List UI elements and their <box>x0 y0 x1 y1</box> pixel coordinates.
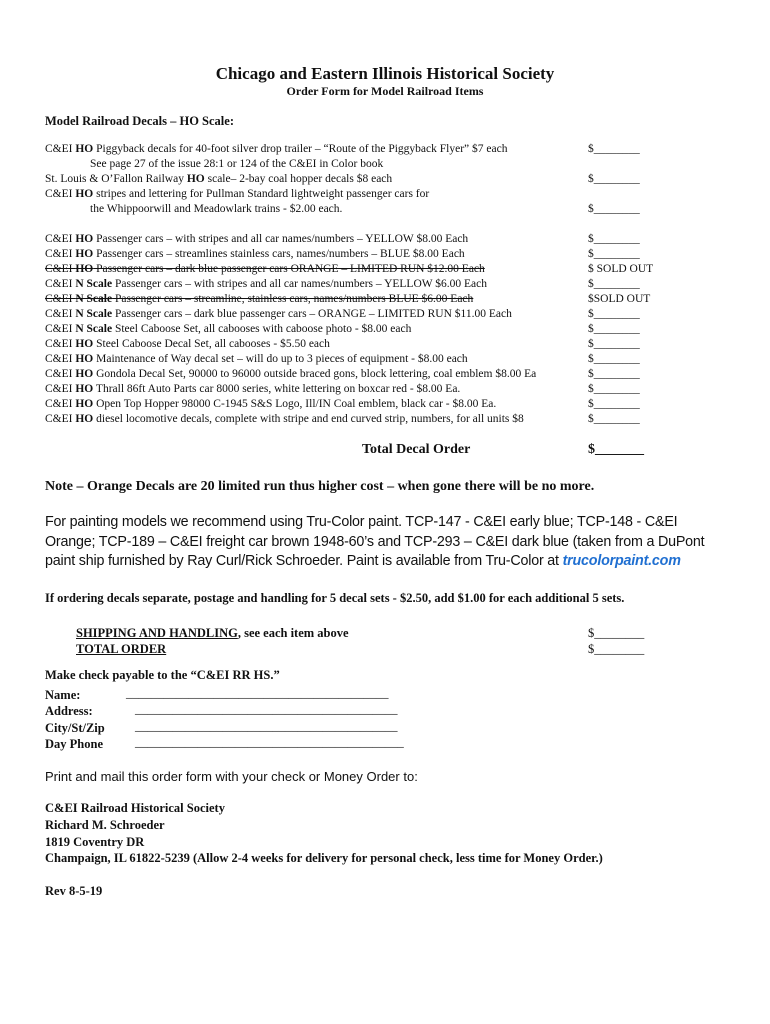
item-scale: N Scale <box>75 293 113 305</box>
decal-item-text <box>45 338 330 350</box>
shipping-label-rest: , see each item above <box>237 626 349 640</box>
decal-item-text <box>45 143 507 155</box>
item-description: Steel Caboose Decal Set, all cabooses - $5.50 each <box>93 338 330 350</box>
mail-address-org: C&EI Railroad Historical Society <box>45 801 225 815</box>
postage-note: If ordering decals separate, postage and handling for 5 decal sets - $2.50, add $1.00 for each additional 5 sets. <box>45 591 625 605</box>
item-prefix: C&EI <box>45 353 76 365</box>
item-description: Passenger cars – with stripes and all car names/numbers – YELLOW $6.00 Each <box>112 278 488 290</box>
total-decal-order-label: Total Decal Order <box>362 442 471 457</box>
paint-text: For painting models we recommend using Tru-Color paint. TCP-147 - C&EI early blue; TCP-148 - C&EI Orange; TCP-189 – C&EI freight car brown 1948-60’s and TCP-293 – C&EI dark blue (taken from a DuPont paint ship furnished by Ray Curl/Rick Schroeder. Paint is available from Tru-Color at <box>45 514 705 569</box>
item-description: Piggyback decals for 40-foot silver drop trailer – “Route of the Piggyback Flyer” $7 each <box>93 143 508 155</box>
item-scale: HO <box>75 398 94 410</box>
item-prefix: C&EI <box>45 368 76 380</box>
item-description: Passenger cars – streamlines stainless cars, names/numbers – BLUE $8.00 Each <box>93 248 465 260</box>
address-field[interactable]: __________________________________________ <box>135 702 398 716</box>
decal-item-text <box>45 278 487 290</box>
item-prefix: C&EI <box>45 413 76 425</box>
item-prefix: C&EI <box>45 308 76 320</box>
mail-instruction: Print and mail this order form with your check or Money Order to: <box>45 769 418 784</box>
decal-item-text <box>45 248 465 260</box>
item-prefix: C&EI <box>45 293 76 305</box>
item-description: Open Top Hopper 98000 C-1945 S&S Logo, Ill/IN Coal emblem, black car - $8.00 Ea. <box>93 398 497 410</box>
decal-item-text <box>45 173 392 185</box>
city-st-zip-label: City/St/Zip <box>45 721 105 735</box>
item-prefix: C&EI <box>45 338 76 350</box>
item-amount-field[interactable]: $________ <box>588 143 640 155</box>
decal-item-text <box>90 158 383 170</box>
item-amount-field[interactable]: $________ <box>588 173 640 185</box>
item-scale: HO <box>75 143 94 155</box>
page-subtitle: Order Form for Model Railroad Items <box>286 84 484 98</box>
mail-address-city: Champaign, IL 61822-5239 (Allow 2-4 weeks for delivery for personal check, less time for Money Order.) <box>45 851 603 865</box>
revision-date: Rev 8-5-19 <box>45 884 103 898</box>
item-amount-field[interactable]: $________ <box>588 368 640 380</box>
trucolor-link[interactable]: trucolorpaint.com <box>562 553 681 569</box>
item-description: Passenger cars – dark blue passenger cars ORANGE – LIMITED RUN $12.00 Each <box>93 263 485 275</box>
item-description: Passenger cars – streamline, stainless cars, names/numbers BLUE $6.00 Each <box>112 293 474 305</box>
item-description: Passenger cars – dark blue passenger cars – ORANGE – LIMITED RUN $11.00 Each <box>112 308 512 320</box>
decal-item-text <box>90 203 342 215</box>
shipping-label <box>76 626 349 641</box>
item-scale: HO <box>75 248 94 260</box>
item-scale: HO <box>75 413 94 425</box>
item-amount-field[interactable]: $________ <box>588 233 640 245</box>
item-description: Thrall 86ft Auto Parts car 8000 series, white lettering on boxcar red - $8.00 Ea. <box>93 383 461 395</box>
item-description: Steel Caboose Set, all cabooses with caboose photo - $8.00 each <box>112 323 412 335</box>
item-description: scale– 2-bay coal hopper decals $8 each <box>204 173 393 185</box>
item-prefix: C&EI <box>45 278 76 290</box>
decal-item-text <box>45 413 524 425</box>
decal-item-text <box>45 308 512 320</box>
decal-item-text <box>45 323 411 335</box>
decal-item-text <box>45 188 429 200</box>
name-field[interactable]: __________________________________________ <box>126 686 389 700</box>
decal-item-text <box>45 353 468 365</box>
page-title: Chicago and Eastern Illinois Historical Society <box>215 64 555 83</box>
item-scale: N Scale <box>75 308 113 320</box>
item-amount-field[interactable]: $________ <box>588 383 640 395</box>
name-label: Name: <box>45 688 81 702</box>
item-amount-field[interactable]: $________ <box>588 323 640 335</box>
item-scale: HO <box>75 188 94 200</box>
paint-recommendation <box>45 513 725 572</box>
mail-address-name: Richard M. Schroeder <box>45 818 165 832</box>
item-scale: HO <box>75 263 94 275</box>
item-prefix: St. Louis & O’Fallon Railway <box>45 173 187 185</box>
item-amount-field[interactable]: $________ <box>588 413 640 425</box>
item-description: See page 27 of the issue 28:1 or 124 of the C&EI in Color book <box>90 158 384 170</box>
item-prefix: C&EI <box>45 233 76 245</box>
sold-out-amount: $SOLD OUT <box>588 293 651 305</box>
item-prefix: C&EI <box>45 248 76 260</box>
total-decal-order-amount[interactable]: $_______ <box>588 442 644 457</box>
decal-item-text <box>45 293 473 305</box>
item-description: the Whippoorwill and Meadowlark trains - $2.00 each. <box>90 203 343 215</box>
item-prefix: C&EI <box>45 398 76 410</box>
item-prefix: C&EI <box>45 188 76 200</box>
item-prefix: C&EI <box>45 143 76 155</box>
city-st-zip-field[interactable]: __________________________________________ <box>135 719 398 733</box>
decal-item-text <box>45 368 536 380</box>
item-scale: HO <box>75 338 94 350</box>
decal-item-text <box>45 398 496 410</box>
item-prefix: C&EI <box>45 383 76 395</box>
item-prefix: C&EI <box>45 323 76 335</box>
item-scale: HO <box>75 383 94 395</box>
check-payable-note: Make check payable to the “C&EI RR HS.” <box>45 668 280 682</box>
item-scale: N Scale <box>75 278 113 290</box>
item-description: Maintenance of Way decal set – will do up to 3 pieces of equipment - $8.00 each <box>93 353 468 365</box>
shipping-label-underlined: SHIPPING AND HANDLING <box>76 626 238 640</box>
total-order-label-text: TOTAL ORDER <box>76 642 167 656</box>
shipping-amount[interactable]: $________ <box>588 626 645 640</box>
orange-decals-note: Note – Orange Decals are 20 limited run thus higher cost – when gone there will be no more. <box>45 479 595 494</box>
day-phone-label: Day Phone <box>45 737 103 751</box>
item-scale: N Scale <box>75 323 113 335</box>
section-heading: Model Railroad Decals – HO Scale: <box>45 114 234 128</box>
item-amount-field[interactable]: $________ <box>588 353 640 365</box>
item-description: diesel locomotive decals, complete with stripe and end curved strip, numbers, for all units $8 <box>93 413 524 425</box>
decal-item-text <box>45 233 468 245</box>
address-label: Address: <box>45 704 93 718</box>
decal-item-text <box>45 383 460 395</box>
item-amount-field[interactable]: $________ <box>588 203 640 215</box>
decal-item-text <box>45 263 485 275</box>
item-amount-field[interactable]: $________ <box>588 248 640 260</box>
item-amount-field[interactable]: $________ <box>588 278 640 290</box>
item-scale: HO <box>75 353 94 365</box>
total-order-amount[interactable]: $________ <box>588 642 645 656</box>
sold-out-amount: $ SOLD OUT <box>588 263 654 275</box>
item-scale: HO <box>75 368 94 380</box>
mail-address-street: 1819 Coventry DR <box>45 835 145 849</box>
item-amount-field[interactable]: $________ <box>588 398 640 410</box>
item-amount-field[interactable]: $________ <box>588 338 640 350</box>
item-description: stripes and lettering for Pullman Standard lightweight passenger cars for <box>93 188 430 200</box>
item-scale: HO <box>75 233 94 245</box>
item-description: Gondola Decal Set, 90000 to 96000 outside braced gons, block lettering, coal emblem $8.00 Ea <box>93 368 537 380</box>
item-scale: HO <box>186 173 205 185</box>
day-phone-field[interactable]: ___________________________________________ <box>135 735 404 749</box>
item-description: Passenger cars – with stripes and all car names/numbers – YELLOW $8.00 Each <box>93 233 469 245</box>
total-order-label <box>76 642 166 657</box>
item-amount-field[interactable]: $________ <box>588 308 640 320</box>
item-prefix: C&EI <box>45 263 76 275</box>
